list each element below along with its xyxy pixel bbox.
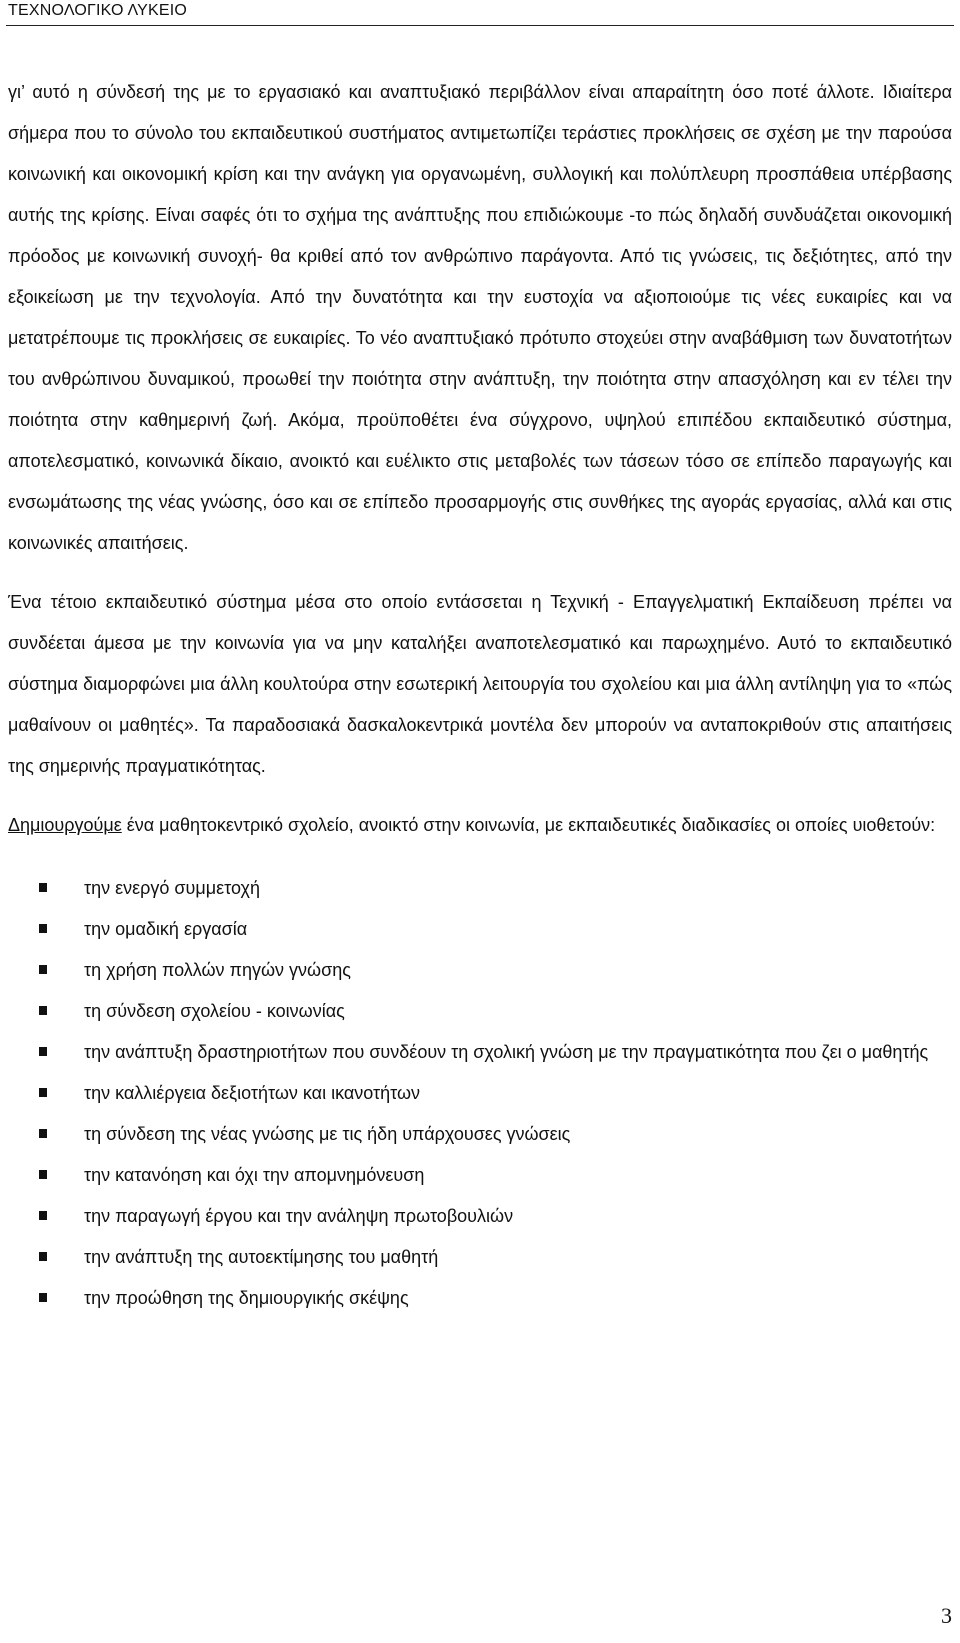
list-item-text: την προώθηση της δημιουργικής σκέψης bbox=[84, 1288, 409, 1308]
square-bullet-icon bbox=[39, 1088, 47, 1097]
paragraph-1: γι’ αυτό η σύνδεσή της με το εργασιακό και αναπτυξιακό περιβάλλον είναι απαραίτητη όσο ποτέ άλλοτε. Ιδιαίτερα σήμερα που το σύνολο του εκπαιδευτικού συστήματος αντιμετωπίζει τεράστιες προκλήσεις σε σχέση με την παρούσα κοινωνική και οικονομική κρίση και την ανάγκη για οργανωμένη, συλλογική και πολύπλευρη προσπάθεια υπέρβασης αυτής της κρίσης. Είναι σαφές ότι το σχήμα της ανάπτυξης που επιδιώκουμε -το πώς δηλαδή συνδυάζεται οικονομική πρόοδος με κοινωνική συνοχή- θα κριθεί από τον ανθρώπινο παράγοντα. Από τις γνώσεις, τις δεξιότητες, από την εξοικείωση με την τεχνολογία. Από την δυνατότητα και την ευστοχία να αξιοποιούμε τις νέες ευκαιρίες και να μετατρέπουμε τις προκλήσεις σε ευκαιρίες. Το νέο αναπτυξιακό πρότυπο στοχεύει στην αναβάθμιση των δυνατοτήτων του ανθρώπινου δυναμικού, προωθεί την ποιότητα στην ανάπτυξη, την ποιότητα στην απασχόληση και εν τέλει την ποιότητα στην καθημερινή ζωή. Ακόμα, προϋποθέτει ένα σύγχρονο, υψηλού επιπέδου εκπαιδευτικό σύστημα, αποτελεσματικό, κοινωνικά δίκαιο, ανοικτό και ευέλικτο στις μεταβολές των τάσεων τόσο σε επίπεδο παραγωγής και ενσωμάτωσης της νέας γνώσης, όσο και σε επίπεδο προσαρμογής στις συνθήκες της αγοράς εργασίας, αλλά και στις κοινωνικές απαιτήσεις. bbox=[8, 82, 952, 553]
square-bullet-icon bbox=[39, 1252, 47, 1261]
paragraph-3 bbox=[8, 805, 952, 846]
list-item bbox=[8, 1237, 952, 1278]
header-title: ΤΕΧΝΟΛΟΓΙΚΟ ΛΥΚΕΙΟ bbox=[8, 2, 188, 19]
list-item-text: την καλλιέργεια δεξιοτήτων και ικανοτήτων bbox=[84, 1083, 421, 1103]
square-bullet-icon bbox=[39, 1047, 47, 1056]
practices-list bbox=[8, 868, 952, 1319]
square-bullet-icon bbox=[39, 1170, 47, 1179]
square-bullet-icon bbox=[39, 924, 47, 933]
paragraph-3-underlined-word: Δημιουργούμε bbox=[8, 815, 122, 835]
square-bullet-icon bbox=[39, 1293, 47, 1302]
list-item-text: την ανάπτυξη δραστηριοτήτων που συνδέουν τη σχολική γνώση με την πραγματικότητα που ζει ο μαθητής bbox=[84, 1042, 929, 1062]
list-item bbox=[8, 868, 952, 909]
list-item bbox=[8, 1278, 952, 1319]
list-item bbox=[8, 1073, 952, 1114]
header-divider bbox=[6, 25, 954, 26]
list-item-text: την κατανόηση και όχι την απομνημόνευση bbox=[84, 1165, 425, 1185]
list-item bbox=[8, 950, 952, 991]
paragraph-2: Ένα τέτοιο εκπαιδευτικό σύστημα μέσα στο οποίο εντάσσεται η Τεχνική - Επαγγελματική Εκπαίδευση πρέπει να συνδέεται άμεσα με την κοινωνία για να μην καταλήξει αναποτελεσματικό και παρωχημένο. Αυτό το εκπαιδευτικό σύστημα διαμορφώνει μια άλλη κουλτούρα στην εσωτερική λειτουργία του σχολείου και μια άλλη αντίληψη για το «πώς μαθαίνουν οι μαθητές». Τα παραδοσιακά δασκαλοκεντρικά μοντέλα δεν μπορούν να ανταποκριθούν στις απαιτήσεις της σημερινής πραγματικότητας. bbox=[8, 592, 952, 776]
list-item-text: τη χρήση πολλών πηγών γνώσης bbox=[84, 960, 351, 980]
list-item-text: την ενεργό συμμετοχή bbox=[84, 878, 260, 898]
square-bullet-icon bbox=[39, 1211, 47, 1220]
list-item bbox=[8, 909, 952, 950]
square-bullet-icon bbox=[39, 883, 47, 892]
list-item bbox=[8, 1032, 952, 1073]
page-number: 3 bbox=[941, 1603, 952, 1628]
list-item bbox=[8, 991, 952, 1032]
list-item bbox=[8, 1114, 952, 1155]
square-bullet-icon bbox=[39, 1006, 47, 1015]
square-bullet-icon bbox=[39, 965, 47, 974]
page-header bbox=[0, 0, 960, 28]
list-item bbox=[8, 1196, 952, 1237]
list-item bbox=[8, 1155, 952, 1196]
list-item-text: την ομαδική εργασία bbox=[84, 919, 248, 939]
paragraph-3-text: ένα μαθητοκεντρικό σχολείο, ανοικτό στην κοινωνία, με εκπαιδευτικές διαδικασίες οι οποίες υιοθετούν: bbox=[121, 815, 936, 835]
document-body bbox=[8, 72, 952, 1319]
list-item-text: την παραγωγή έργου και την ανάληψη πρωτοβουλιών bbox=[84, 1206, 514, 1226]
square-bullet-icon bbox=[39, 1129, 47, 1138]
list-item-text: την ανάπτυξη της αυτοεκτίμησης του μαθητή bbox=[84, 1247, 439, 1267]
list-item-text: τη σύνδεση της νέας γνώσης με τις ήδη υπάρχουσες γνώσεις bbox=[84, 1124, 571, 1144]
list-item-text: τη σύνδεση σχολείου - κοινωνίας bbox=[84, 1001, 345, 1021]
